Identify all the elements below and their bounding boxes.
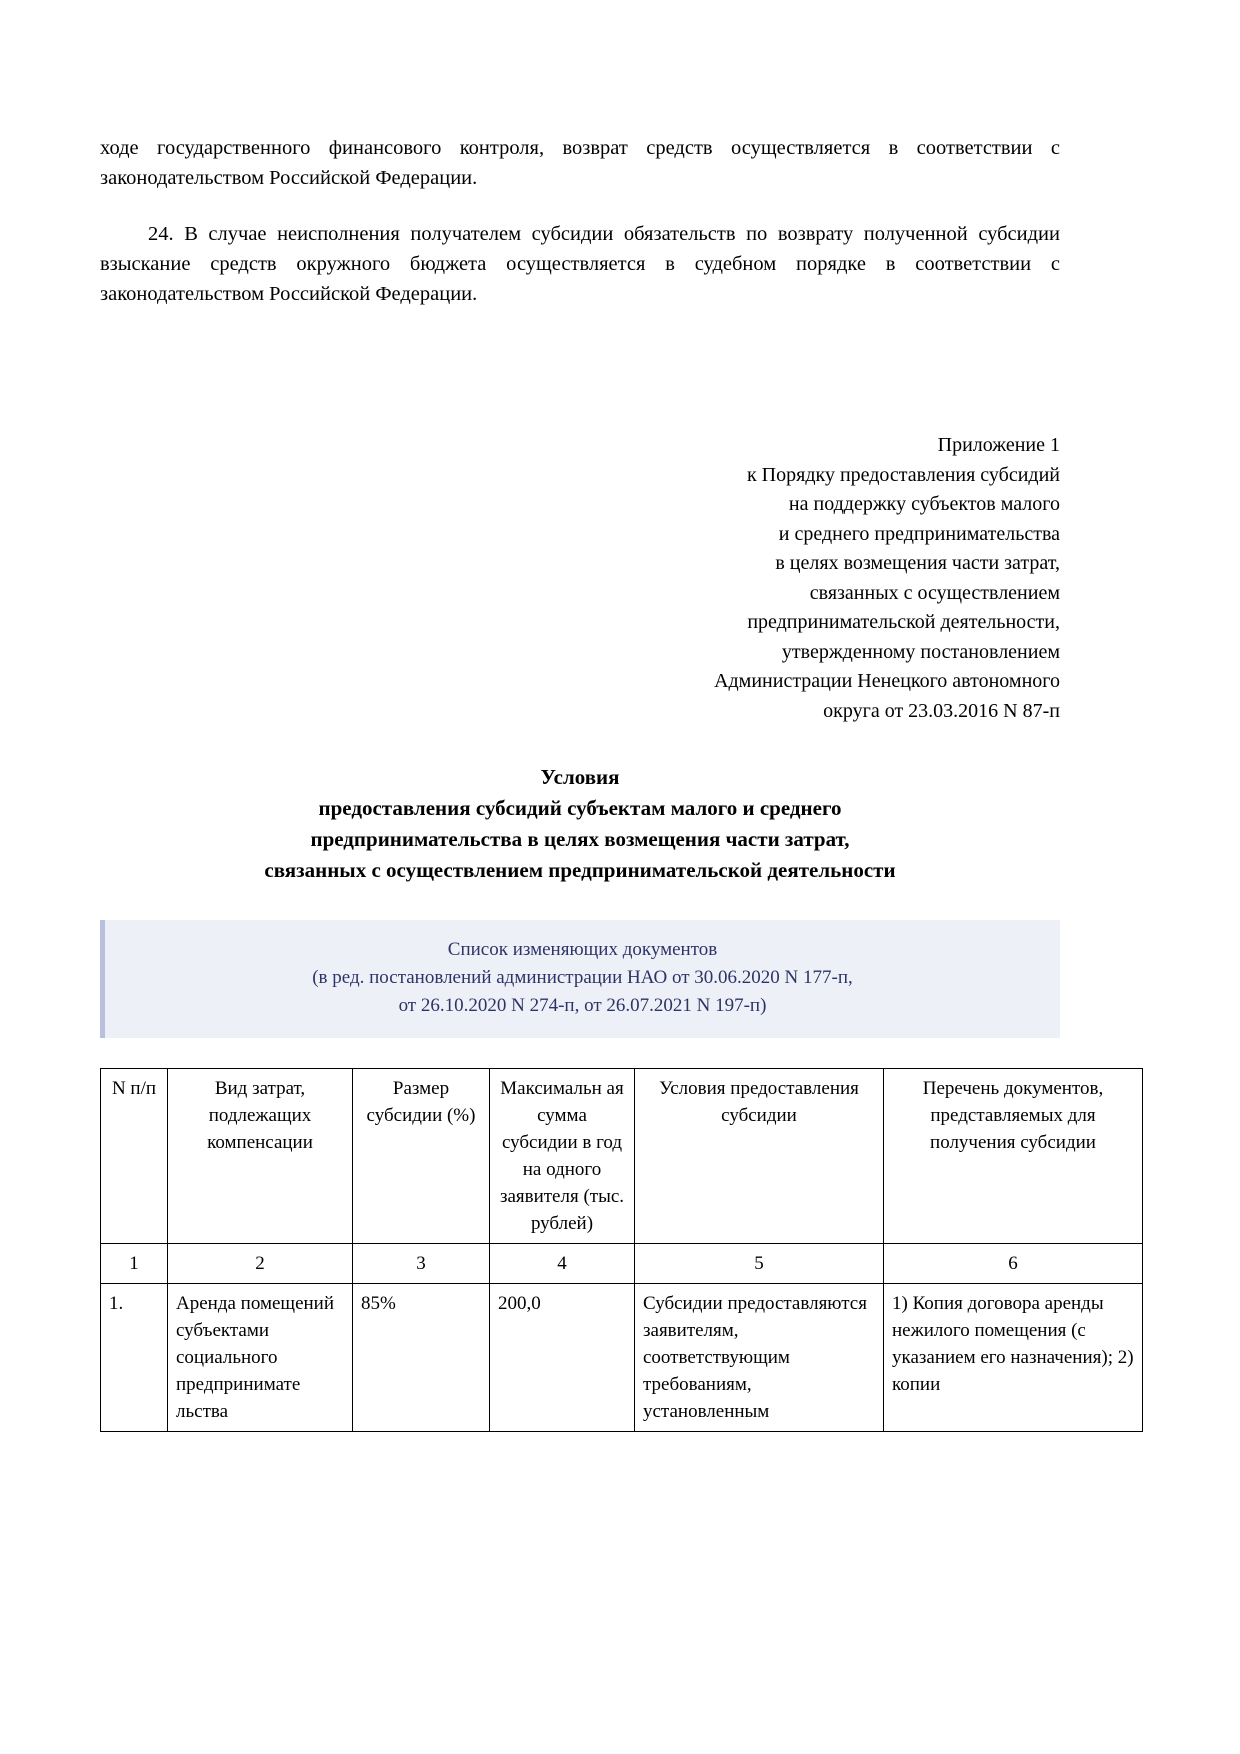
table-row — [101, 1284, 1143, 1432]
amendments-line-1: (в ред. постановлений администрации НАО от 30.06.2020 N 177-п, — [312, 967, 853, 988]
amendments-notice-box — [100, 920, 1060, 1038]
column-number-4: 4 — [490, 1244, 635, 1284]
page-title — [100, 762, 1060, 886]
appendix-line-8: утвержденному постановлением — [781, 640, 1060, 663]
column-number-6: 6 — [884, 1244, 1143, 1284]
column-number-3: 3 — [353, 1244, 490, 1284]
appendix-line-1: Приложение 1 — [937, 434, 1060, 456]
column-number-5: 5 — [635, 1244, 884, 1284]
table-header-cell-number: N п/п — [101, 1069, 168, 1244]
cell-subsidy-rate: 85% — [353, 1284, 490, 1432]
amendments-heading: Список изменяющих документов — [447, 939, 718, 960]
page-title-line-3: предпринимательства в целях возмещения части затрат, — [310, 827, 850, 851]
appendix-line-3: на поддержку субъектов малого — [788, 493, 1060, 515]
conditions-table — [100, 1068, 1143, 1432]
appendix-line-10: округа от 23.03.2016 N 87-п — [823, 699, 1060, 722]
page-title-line-4: связанных с осуществлением предпринимательской деятельности — [264, 858, 896, 882]
appendix-reference-block — [100, 431, 1060, 726]
appendix-line-6: связанных с осуществлением — [809, 581, 1060, 604]
table-column-number-row — [101, 1244, 1143, 1284]
cell-documents: 1) Копия договора аренды нежилого помещения (с указанием его назначения); 2) копии — [884, 1284, 1143, 1432]
cell-expense-type: Аренда помещений субъектами социального предпринимате льства — [168, 1284, 353, 1432]
appendix-line-9: Администрации Ненецкого автономного — [714, 670, 1060, 692]
appendix-line-5: в целях возмещения части затрат, — [775, 552, 1060, 574]
table-header-cell-max-amount: Максимальн ая сумма субсидии в год на одного заявителя (тыс. рублей) — [490, 1069, 635, 1244]
column-number-2: 2 — [168, 1244, 353, 1284]
appendix-line-4: и среднего предпринимательства — [778, 522, 1060, 545]
paragraph-continued: ходе государственного финансового контроля, возврат средств осуществляется в соответствии с законодательством Российской Федерации. — [100, 137, 1060, 189]
table-header-cell-conditions: Условия предоставления субсидии — [635, 1069, 884, 1244]
table-header-cell-documents: Перечень документов, представляемых для получения субсидии — [884, 1069, 1143, 1244]
column-number-1: 1 — [101, 1244, 168, 1284]
document-page — [100, 0, 1134, 1754]
paragraph-24: 24. В случае неисполнения получателем субсидии обязательств по возврату полученной субсидии взыскание средств окружного бюджета осуществляется в судебном порядке в соответствии с законодательством Российской Федерации. — [100, 223, 1060, 305]
cell-max-amount: 200,0 — [490, 1284, 635, 1432]
table-header-cell-expense-type: Вид затрат, подлежащих компенсации — [168, 1069, 353, 1244]
table-header-cell-subsidy-rate: Размер субсидии (%) — [353, 1069, 490, 1244]
appendix-line-7: предпринимательской деятельности, — [747, 611, 1060, 633]
cell-conditions: Субсидии предоставляются заявителям, соответствующим требованиям, установленным — [635, 1284, 884, 1432]
page-title-line-2: предоставления субсидий субъектам малого и среднего — [318, 796, 842, 820]
cell-row-number: 1. — [101, 1284, 168, 1432]
table-header-row — [101, 1069, 1143, 1244]
appendix-line-2: к Порядку предоставления субсидий — [746, 463, 1060, 486]
page-title-line-1: Условия — [540, 765, 620, 789]
amendments-line-2: от 26.10.2020 N 274-п, от 26.07.2021 N 197-п) — [398, 995, 767, 1016]
